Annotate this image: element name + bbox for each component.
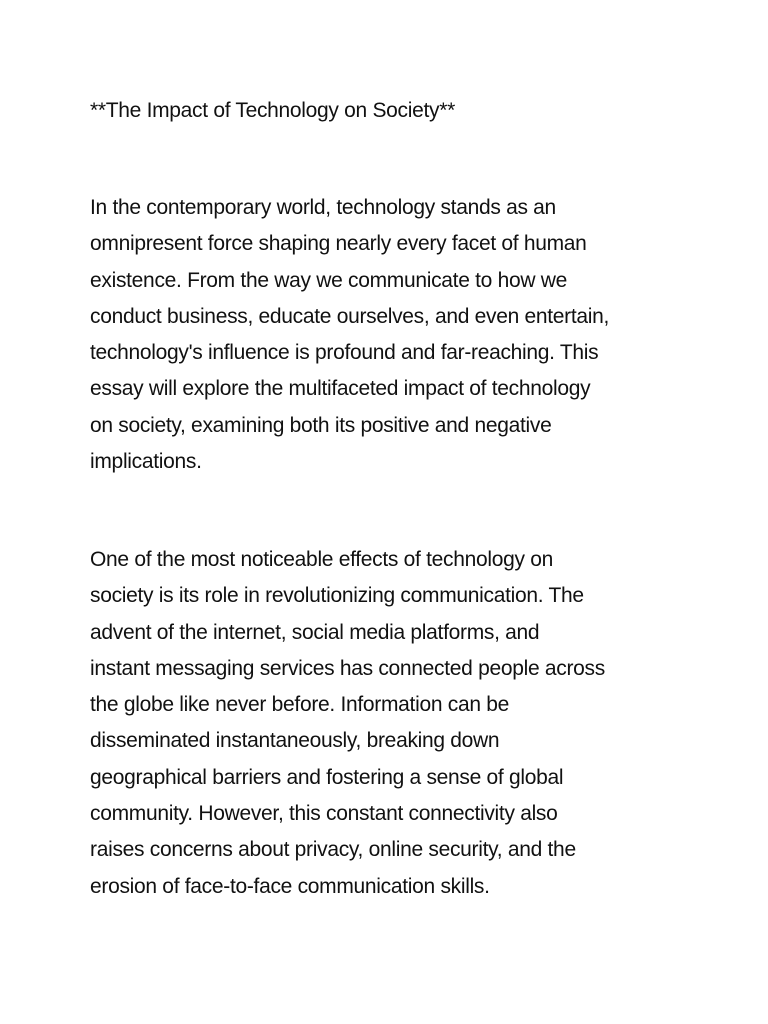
paragraph-line: omnipresent force shaping nearly every facet of human xyxy=(90,232,587,256)
paragraph-line: instant messaging services has connected people across xyxy=(90,656,605,680)
paragraph-line: implications. xyxy=(90,450,202,474)
paragraph-communication xyxy=(90,542,690,905)
document-title: **The Impact of Technology on Society** xyxy=(90,99,455,122)
paragraph-line: technology's influence is profound and far-reaching. This xyxy=(90,341,599,365)
paragraph-line: erosion of face-to-face communication skills. xyxy=(90,874,490,898)
paragraph-line: conduct business, educate ourselves, and even entertain, xyxy=(90,304,610,328)
paragraph-line: community. However, this constant connectivity also xyxy=(90,802,558,826)
paragraph-introduction xyxy=(90,190,690,480)
paragraph-line: disseminated instantaneously, breaking down xyxy=(90,729,500,753)
paragraph-line: on society, examining both its positive and negative xyxy=(90,413,552,437)
paragraph-line: essay will explore the multifaceted impact of technology xyxy=(90,377,591,401)
paragraph-line: One of the most noticeable effects of technology on xyxy=(90,548,553,571)
paragraph-line: society is its role in revolutionizing communication. The xyxy=(90,584,584,608)
paragraph-line: geographical barriers and fostering a sense of global xyxy=(90,765,564,789)
paragraph-line: existence. From the way we communicate to how we xyxy=(90,268,567,292)
paragraph-line: the globe like never before. Information can be xyxy=(90,693,510,717)
paragraph-line: In the contemporary world, technology stands as an xyxy=(90,196,556,219)
paragraph-line: raises concerns about privacy, online security, and the xyxy=(90,838,576,862)
paragraph-line: advent of the internet, social media platforms, and xyxy=(90,620,540,644)
